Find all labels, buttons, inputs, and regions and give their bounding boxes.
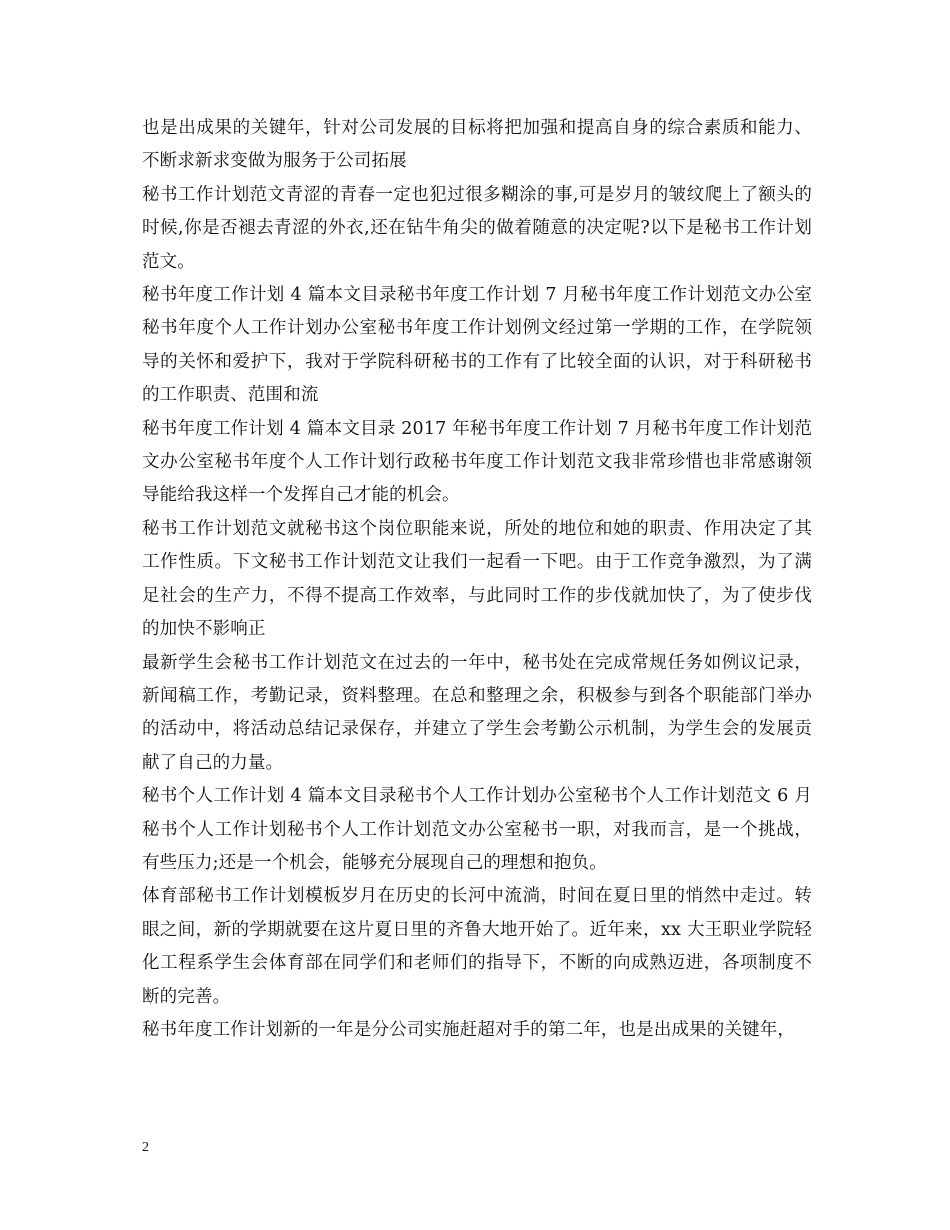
paragraph-5: 秘书工作计划范文就秘书这个岗位职能来说，所处的地位和她的职责、作用决定了其工作性质。下文秘书工作计划范文让我们一起看一下吧。由于工作竞争激烈，为了满足社会的生产力，不得不提高工作效率，与此同时工作的步伐就加快了，为了使步伐的加快不影响正 bbox=[142, 518, 812, 640]
paragraph-8: 体育部秘书工作计划模板岁月在历史的长河中流淌，时间在夏日里的悄然中走过。转眼之间，新的学期就要在这片夏日里的齐鲁大地开始了。近年来，xx 大王职业学院轻化工程系学生会体育部在同学们和老师们的指导下，不断的向成熟迈进，各项制度不断的完善。 bbox=[142, 886, 812, 1007]
paragraph-3: 秘书年度工作计划 4 篇本文目录秘书年度工作计划 7 月秘书年度工作计划范文办公室秘书年度个人工作计划办公室秘书年度工作计划例文经过第一学期的工作，在学院领导的关怀和爱护下，我对于学院科研秘书的工作有了比较全面的认识，对于科研秘书的工作职责、范围和流 bbox=[142, 285, 812, 406]
paragraph-7: 秘书个人工作计划 4 篇本文目录秘书个人工作计划办公室秘书个人工作计划范文 6 月秘书个人工作计划秘书个人工作计划范文办公室秘书一职，对我而言，是一个挑战，有些压力;还是一个机会，能够充分展现自己的理想和抱负。 bbox=[142, 786, 812, 873]
document-body bbox=[142, 112, 812, 1047]
paragraph-1: 也是出成果的关键年，针对公司发展的目标将把加强和提高自身的综合素质和能力、不断求新求变做为服务于公司拓展 bbox=[142, 118, 812, 172]
paragraph-6: 最新学生会秘书工作计划范文在过去的一年中，秘书处在完成常规任务如例议记录，新闻稿工作，考勤记录，资料整理。在总和整理之余，积极参与到各个职能部门举办的活动中，将活动总结记录保存，并建立了学生会考勤公示机制，为学生会的发展贡献了自己的力量。 bbox=[142, 652, 812, 773]
paragraph-4: 秘书年度工作计划 4 篇本文目录 2017 年秘书年度工作计划 7 月秘书年度工作计划范文办公室秘书年度个人工作计划行政秘书年度工作计划范文我非常珍惜也非常感谢领导能给我这样一个发挥自己才能的机会。 bbox=[142, 418, 812, 506]
paragraph-9: 秘书年度工作计划新的一年是分公司实施赶超对手的第二年，也是出成果的关键年， bbox=[142, 1019, 796, 1040]
page-number: 2 bbox=[142, 1140, 149, 1155]
paragraph-2: 秘书工作计划范文青涩的青春一定也犯过很多糊涂的事,可是岁月的皱纹爬上了额头的时候,你是否褪去青涩的外衣,还在钻牛角尖的做着随意的决定呢?以下是秘书工作计划范文。 bbox=[142, 184, 812, 272]
